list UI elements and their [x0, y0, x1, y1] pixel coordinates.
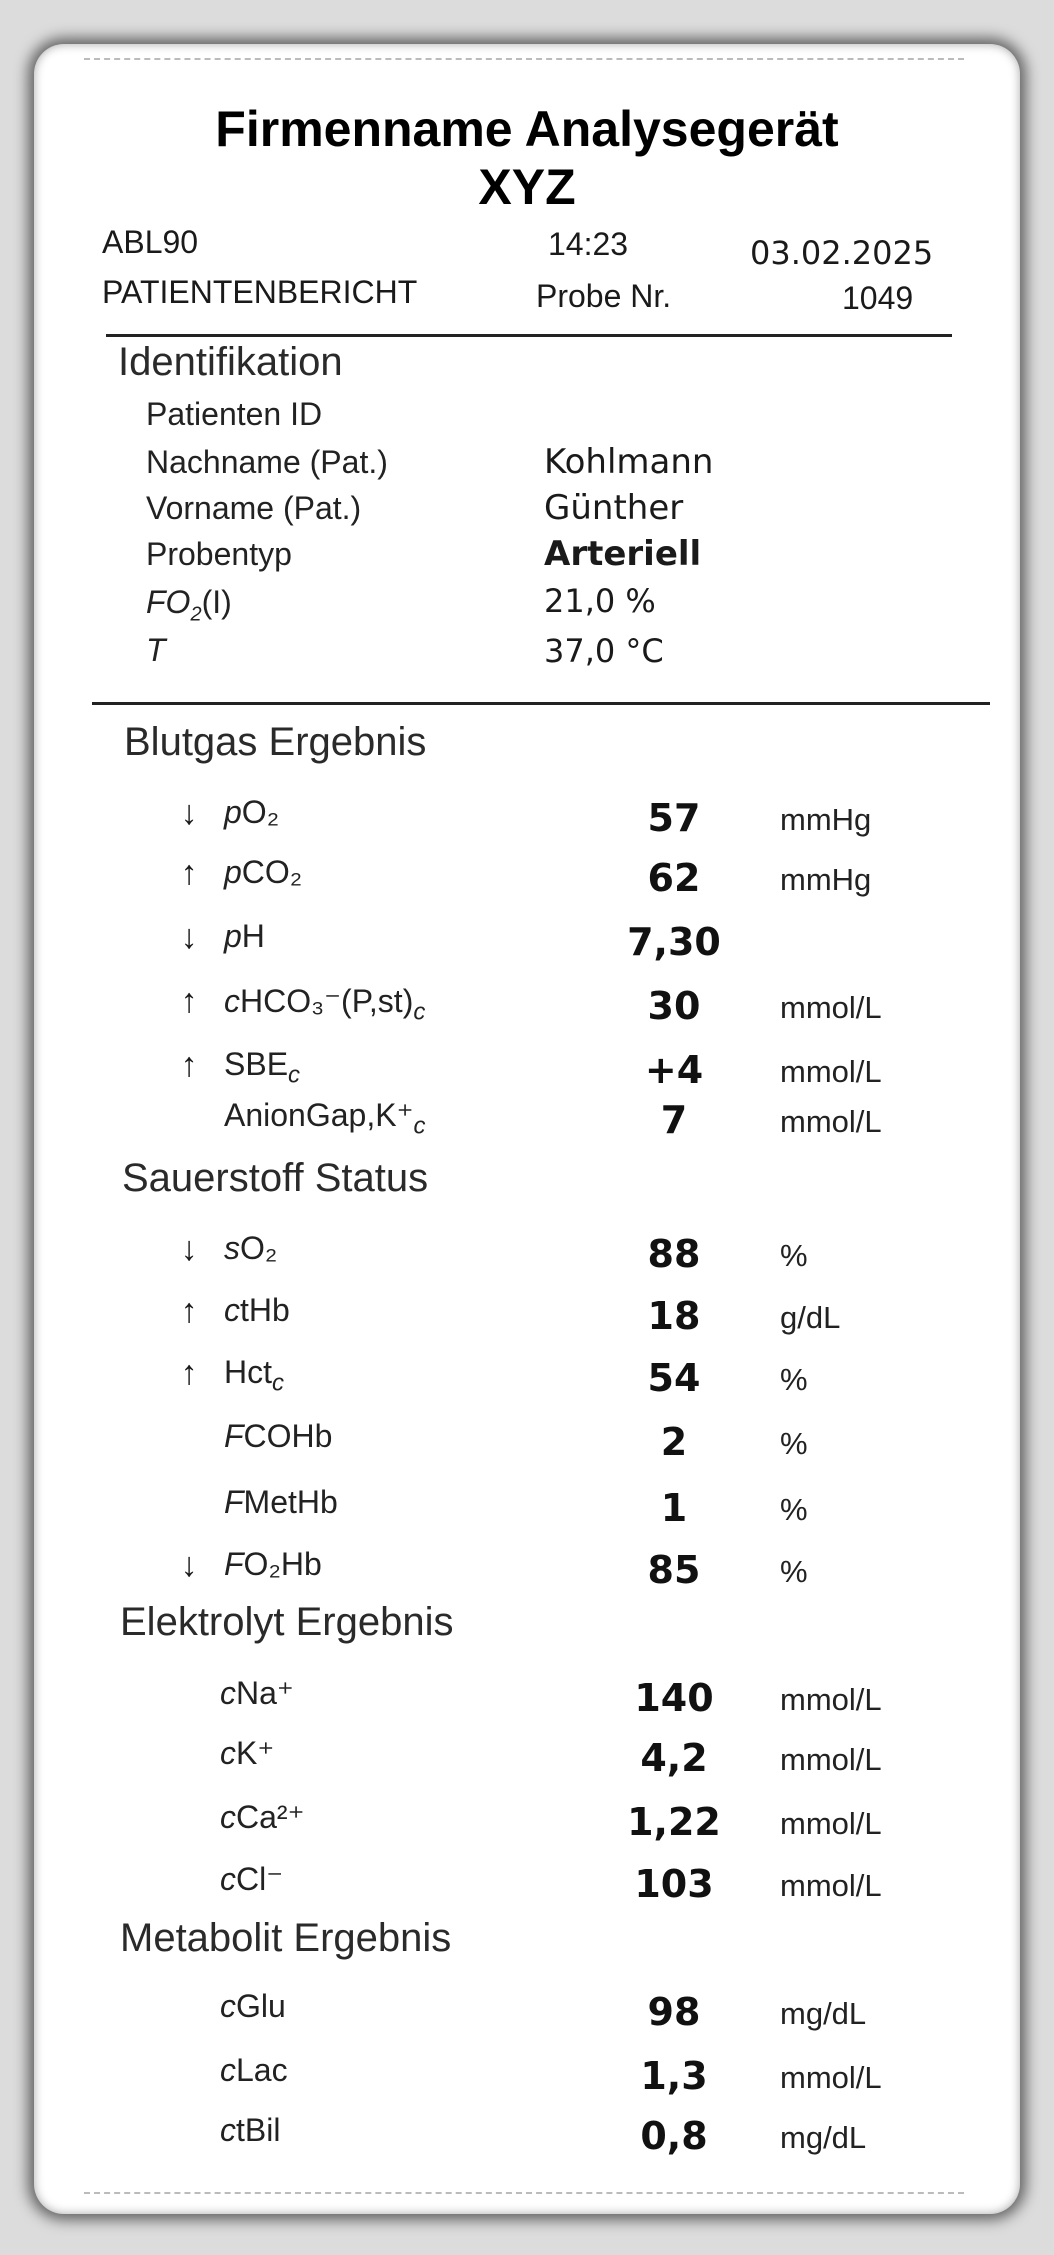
arrow-down-icon: ↓ — [180, 1546, 198, 1584]
result-value: 54 — [647, 1356, 701, 1400]
section-oxygen: Sauerstoff Status — [122, 1156, 429, 1200]
result-unit: % — [780, 1362, 808, 1397]
result-unit: mg/dL — [780, 2120, 867, 2155]
result-label: cGlu — [220, 1988, 286, 2024]
result-unit: mg/dL — [780, 1996, 867, 2031]
arrow-down-icon: ↓ — [180, 918, 198, 956]
result-value: 1,3 — [640, 2054, 708, 2098]
result-unit: mmol/L — [780, 1742, 882, 1777]
result-value: 98 — [647, 1990, 701, 2034]
sampletype-value: Arteriell — [544, 534, 702, 574]
temperature-value: 37,0 °C — [544, 632, 664, 670]
result-label: sO₂ — [224, 1230, 278, 1266]
firstname-label: Vorname (Pat.) — [146, 490, 362, 526]
result-label: FMetHb — [224, 1484, 338, 1520]
result-value: 0,8 — [640, 2114, 708, 2158]
result-label: ctBil — [220, 2112, 281, 2148]
result-unit: g/dL — [780, 1300, 841, 1335]
section-metabolites: Metabolit Ergebnis — [120, 1916, 452, 1960]
header-divider — [106, 334, 952, 337]
result-value: 2 — [660, 1420, 688, 1464]
result-unit: mmol/L — [780, 1682, 882, 1717]
fo2-label: $FO_2(I)$ — [146, 584, 232, 626]
result-label: Hct$_c$ — [224, 1354, 284, 1397]
arrow-up-icon: ↑ — [180, 854, 198, 892]
result-value: 1 — [660, 1486, 688, 1530]
device-model: ABL90 — [102, 224, 199, 260]
result-unit: % — [780, 1426, 808, 1461]
arrow-down-icon: ↓ — [180, 1230, 198, 1268]
result-label: $AnionGap,K^+_c$ — [224, 1097, 426, 1140]
arrow-up-icon: ↑ — [180, 1292, 198, 1330]
result-unit: % — [780, 1554, 808, 1589]
result-value: 88 — [647, 1232, 701, 1276]
section-electrolytes: Elektrolyt Ergebnis — [120, 1600, 454, 1644]
result-label: pCO₂ — [224, 854, 303, 890]
report-type: PATIENTENBERICHT — [102, 274, 418, 310]
device-title: Firmenname Analysegerät — [215, 101, 839, 157]
report-time: 14:23 — [548, 226, 629, 262]
result-unit: mmHg — [780, 862, 872, 897]
temperature-label: T — [146, 632, 166, 668]
torn-edge-top — [84, 58, 964, 63]
result-label: cK⁺ — [220, 1735, 275, 1771]
fo2-value: 21,0 % — [544, 582, 656, 620]
sampletype-label: Probentyp — [146, 536, 292, 572]
result-value: +4 — [644, 1048, 704, 1092]
report-paper — [34, 44, 1020, 2214]
result-unit: mmol/L — [780, 2060, 882, 2095]
result-value: 18 — [647, 1294, 701, 1338]
result-value: 103 — [634, 1862, 714, 1906]
result-value: 140 — [634, 1676, 714, 1720]
result-label: $cHCO_3^-(P,st)_c$ — [224, 983, 426, 1026]
arrow-down-icon: ↓ — [180, 794, 198, 832]
result-label: pH — [224, 918, 265, 954]
result-unit: mmol/L — [780, 1868, 882, 1903]
identification-divider — [92, 702, 990, 705]
result-unit: mmol/L — [780, 1806, 882, 1841]
result-label: cCa²⁺ — [220, 1799, 305, 1835]
torn-edge-bottom — [84, 2192, 964, 2197]
result-unit: mmol/L — [780, 1054, 882, 1089]
section-bloodgas: Blutgas Ergebnis — [124, 720, 427, 764]
result-value: 30 — [647, 984, 701, 1028]
firstname-value: Günther — [544, 488, 684, 528]
lastname-label: Nachname (Pat.) — [146, 444, 388, 480]
arrow-up-icon: ↑ — [180, 1354, 198, 1392]
result-label: cCl⁻ — [220, 1861, 284, 1897]
result-value: 57 — [647, 796, 701, 840]
result-value: 7 — [660, 1098, 688, 1142]
result-value: 4,2 — [640, 1736, 708, 1780]
result-label: $SBE_c$ — [224, 1046, 301, 1089]
result-value: 85 — [647, 1548, 701, 1592]
result-value: 1,22 — [627, 1800, 721, 1844]
result-unit: % — [780, 1238, 808, 1273]
result-unit: % — [780, 1492, 808, 1527]
result-unit: mmol/L — [780, 990, 882, 1025]
report-date: 03.02.2025 — [750, 234, 934, 272]
arrow-up-icon: ↑ — [180, 982, 198, 1020]
result-label: cNa⁺ — [220, 1675, 294, 1711]
result-label: pO₂ — [224, 794, 280, 830]
arrow-up-icon: ↑ — [180, 1046, 198, 1084]
device-title-model: XYZ — [478, 159, 576, 215]
result-value: 62 — [647, 856, 701, 900]
lastname-value: Kohlmann — [544, 442, 714, 482]
result-label: ctHb — [224, 1292, 290, 1328]
result-label: FO₂Hb — [224, 1546, 322, 1582]
result-unit: mmol/L — [780, 1104, 882, 1139]
sample-number: 1049 — [842, 280, 914, 316]
result-label: FCOHb — [224, 1418, 333, 1454]
result-label: cLac — [220, 2052, 288, 2088]
result-value: 7,30 — [627, 920, 721, 964]
result-unit: mmHg — [780, 802, 872, 837]
section-identification: Identifikation — [118, 340, 343, 384]
patient-id-label: Patienten ID — [146, 396, 323, 432]
sample-number-label: Probe Nr. — [536, 278, 672, 314]
